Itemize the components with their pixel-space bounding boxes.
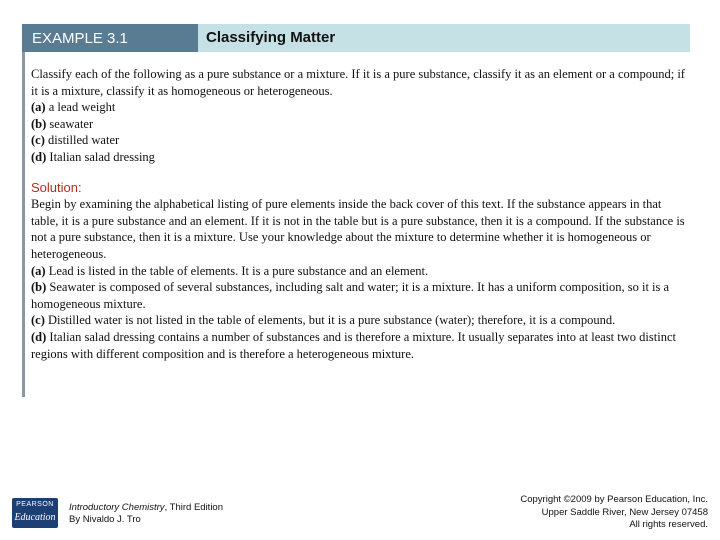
- book-edition: , Third Edition: [164, 502, 224, 513]
- book-title-line: [69, 502, 223, 514]
- pearson-logo: [12, 498, 58, 528]
- example-label: EXAMPLE 3.1: [32, 30, 128, 47]
- solution-intro: Begin by examining the alphabetical listing of pure elements inside the back cover of this text. If the substance appears in that table, it is a pure substance and an element. If it is not in the table but is a pure substance, then it is a compound. If the substance is not a pure substance, then it is a mixture. Use your knowledge about the mixture to determine whether it is homogeneous or heterogeneous.: [31, 197, 685, 261]
- page-title: Classifying Matter: [206, 29, 336, 46]
- book-credit: [69, 502, 223, 526]
- copyright-line: All rights reserved.: [629, 519, 708, 530]
- problem-item: [31, 149, 689, 166]
- answer-text: Seawater is composed of several substances, including salt and water; it is a mixture. It has a uniform composition, so it is a homogeneous mixture.: [31, 280, 670, 311]
- logo-word-bottom: Education: [14, 512, 56, 523]
- solution-heading: Solution:: [31, 179, 82, 195]
- solution-answer: [31, 312, 689, 329]
- item-text: Italian salad dressing: [46, 149, 155, 164]
- book-author: By Nivaldo J. Tro: [69, 514, 141, 525]
- answer-letter: (a): [31, 263, 46, 278]
- item-letter: (d): [31, 149, 47, 164]
- answer-letter: (b): [31, 280, 47, 295]
- problem-item: [31, 99, 689, 116]
- item-text: a lead weight: [45, 100, 116, 115]
- example-body: [31, 66, 689, 362]
- answer-text: Lead is listed in the table of elements. It is a pure substance and an element.: [45, 263, 429, 278]
- item-letter: (a): [31, 100, 46, 115]
- page-footer: [0, 488, 720, 540]
- example-label-bar: [22, 24, 198, 52]
- copyright-notice: [520, 494, 708, 532]
- answer-letter: (d): [31, 329, 47, 344]
- answer-text: Italian salad dressing contains a number of substances and is therefore a mixture. It usually separates into at least two distinct regions with different composition and is therefore a heterogeneous mixture.: [31, 329, 676, 361]
- item-letter: (b): [31, 116, 47, 131]
- title-bar: [198, 24, 690, 52]
- solution-answer: [31, 329, 689, 362]
- item-text: seawater: [46, 116, 94, 131]
- book-title: Introductory Chemistry: [69, 502, 165, 513]
- logo-word-top: PEARSON: [16, 501, 54, 508]
- item-letter: (c): [31, 133, 45, 148]
- copyright-line: Upper Saddle River, New Jersey 07458: [541, 506, 708, 518]
- left-divider: [22, 52, 25, 397]
- answer-letter: (c): [31, 313, 45, 328]
- solution-answer: [31, 279, 689, 312]
- answer-text: Distilled water is not listed in the table of elements, but it is a pure substance (water); therefore, it is a compound.: [44, 313, 616, 328]
- problem-item: [31, 132, 689, 149]
- copyright-line: Copyright ©2009 by Pearson Education, Inc.: [520, 494, 708, 505]
- problem-item: [31, 116, 689, 133]
- item-text: distilled water: [44, 133, 120, 148]
- solution-answer: [31, 263, 689, 280]
- problem-intro: Classify each of the following as a pure substance or a mixture. If it is a pure substance, classify it as an element or a compound; if it is a mixture, classify it as homogeneous or heterogeneous.: [31, 67, 685, 98]
